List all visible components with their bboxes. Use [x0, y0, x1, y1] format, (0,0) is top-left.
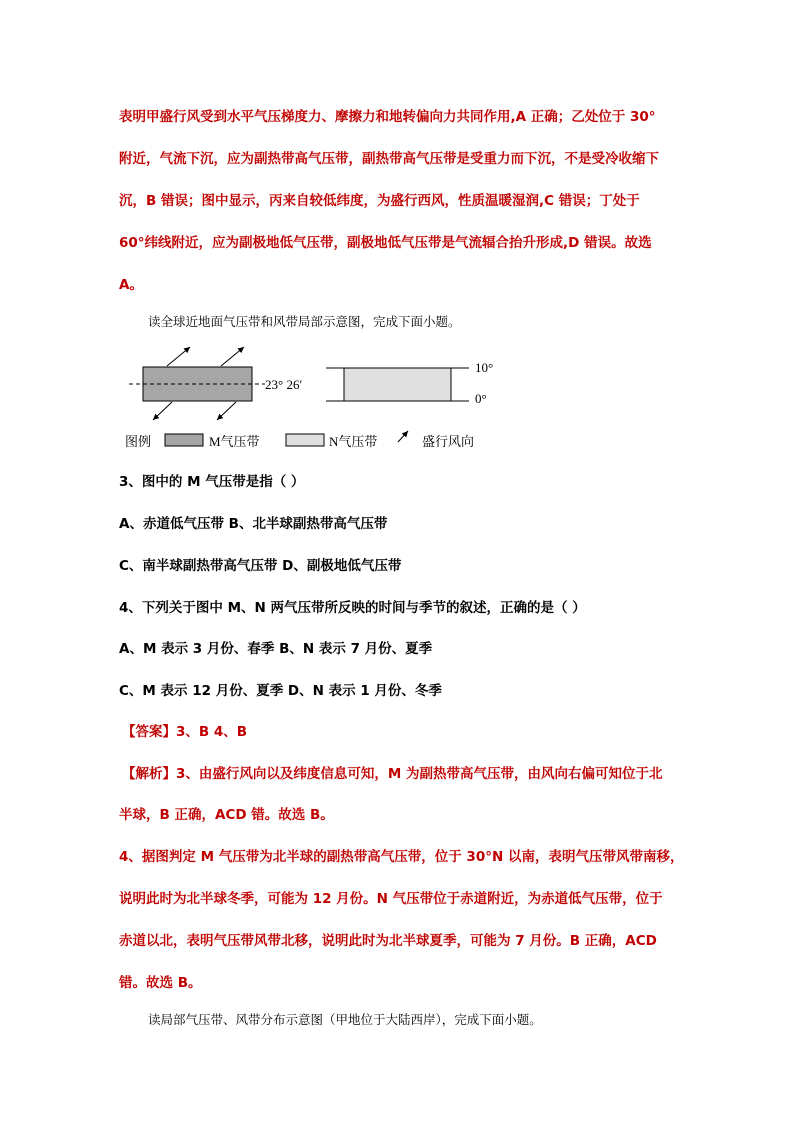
- question-3-options-1: A、赤道低气压带 B、北半球副热带高气压带: [119, 516, 388, 532]
- question-4-options-2: C、M 表示 12 月份、夏季 D、N 表示 1 月份、冬季: [119, 683, 442, 699]
- explanation-line-1: 表明甲盛行风受到水平气压梯度力、摩擦力和地转偏向力共同作用,A 正确；乙处位于 30°: [119, 109, 656, 125]
- question-4-stem: 4、下列关于图中 M、N 两气压带所反映的时间与季节的叙述，正确的是（ ）: [119, 600, 586, 616]
- question-3-options-2: C、南半球副热带高气压带 D、副极地低气压带: [119, 558, 402, 574]
- legend-m-swatch: [165, 434, 203, 446]
- question-4-options-1: A、M 表示 3 月份、春季 B、N 表示 7 月份、夏季: [119, 641, 433, 657]
- explanation-line-4: 60°纬线附近，应为副极地低气压带，副极地低气压带是气流辐合抬升形成,D 错误。故选: [119, 235, 652, 251]
- next-intro-text: 读局部气压带、风带分布示意图（甲地位于大陆西岸），完成下面小题。: [148, 1012, 542, 1027]
- n-pressure-belt: [344, 368, 451, 401]
- intro-text: 读全球近地面气压带和风带局部示意图，完成下面小题。: [148, 314, 461, 329]
- legend-wind-label: 盛行风向: [422, 434, 475, 449]
- analysis-q4-line-1: 4、据图判定 M 气压带为北半球的副热带高气压带，位于 30°N 以南，表明气压带风带南移，: [119, 849, 684, 865]
- analysis-q4-line-3: 赤道以北，表明气压带风带北移，说明此时为北半球夏季，可能为 7 月份。B 正确，ACD: [119, 933, 657, 949]
- explanation-line-3: 沉，B 错误；图中显示，丙来自较低纬度，为盛行西风，性质温暖湿润,C 错误；丁处于: [119, 193, 640, 209]
- answer-line: [122, 723, 247, 741]
- legend-title: 图例: [125, 434, 152, 449]
- wind-arrow-1: [167, 347, 190, 366]
- wind-arrow-3: [153, 402, 172, 420]
- analysis-line-2: 半球，B 正确，ACD 错。故选 B。: [119, 807, 334, 823]
- answer-text: 3、B 4、B: [176, 724, 248, 740]
- legend-m-label: M气压带: [209, 434, 260, 449]
- question-3-stem: 3、图中的 M 气压带是指（ ）: [119, 474, 305, 490]
- analysis-text-1: 3、由盛行风向以及纬度信息可知，M 为副热带高气压带，由风向右偏可知位于北: [176, 766, 663, 782]
- analysis-q4-line-2: 说明此时为北半球冬季，可能为 12 月份。N 气压带位于赤道附近，为赤道低气压带，位于: [119, 891, 663, 907]
- analysis-line-1: [122, 765, 663, 783]
- legend-wind-arrow: [398, 431, 408, 442]
- latitude-label-m: 23° 26′: [265, 377, 303, 392]
- answer-label: 【答案】: [122, 724, 176, 740]
- explanation-line-2: 附近，气流下沉，应为副热带高气压带，副热带高气压带是受重力而下沉，不是受冷收缩下: [119, 151, 659, 167]
- latitude-label-10: 10°: [475, 360, 494, 375]
- legend-n-swatch: [286, 434, 324, 446]
- analysis-q4-line-4: 错。故选 B。: [119, 975, 202, 991]
- legend-n-label: N气压带: [329, 434, 378, 449]
- analysis-label: 【解析】: [122, 766, 176, 782]
- wind-arrow-4: [217, 402, 236, 420]
- explanation-line-5: A。: [119, 277, 143, 293]
- pressure-belt-figure: [115, 338, 495, 456]
- wind-arrow-2: [221, 347, 244, 366]
- latitude-label-0: 0°: [475, 391, 487, 406]
